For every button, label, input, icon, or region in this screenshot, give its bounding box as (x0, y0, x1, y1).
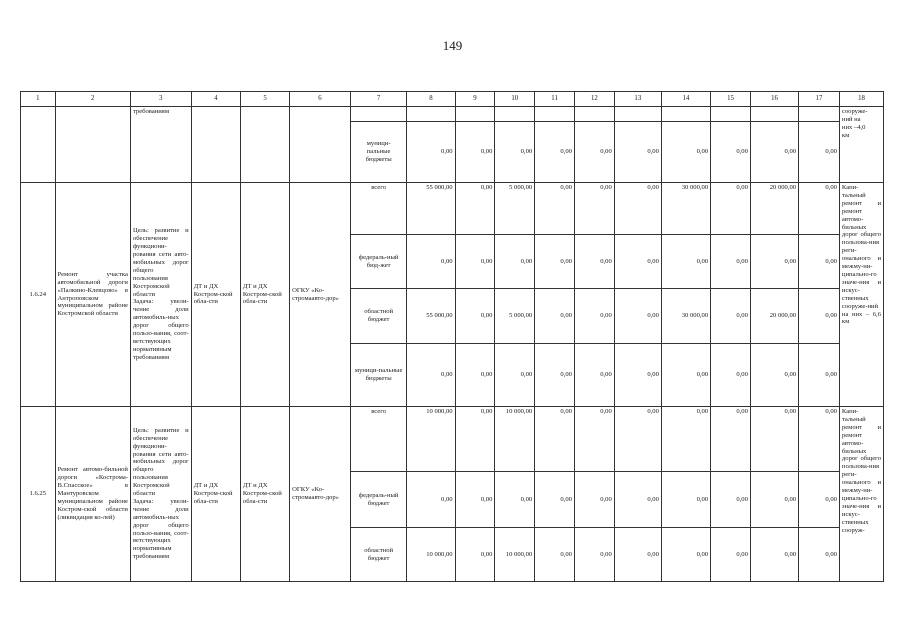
value-cell: 20 000,00 (750, 183, 798, 235)
value-cell: 0,00 (799, 344, 840, 407)
col5-cell (240, 107, 289, 183)
column-number-3: 3 (130, 92, 191, 107)
column-number-5: 5 (240, 92, 289, 107)
column-number-4: 4 (191, 92, 240, 107)
value-cell: 0,00 (455, 407, 495, 472)
col4-cell (191, 107, 240, 183)
value-cell: 0,00 (535, 183, 575, 235)
object-name-cell (55, 107, 130, 183)
value-cell: 0,00 (455, 183, 495, 235)
value-cell: 0,00 (661, 407, 710, 472)
value-cell: 0,00 (799, 183, 840, 235)
value-cell: 0,00 (535, 528, 575, 582)
value-cell: 10 000,00 (495, 528, 535, 582)
value-cell: 0,00 (495, 235, 535, 289)
executor-cell: ОГКУ «Ко-стромаавто-дор» (290, 407, 351, 582)
value-cell: 0,00 (661, 472, 710, 528)
value-cell: 0,00 (574, 344, 614, 407)
column-number-16: 16 (750, 92, 798, 107)
executor-cell: ОГКУ «Ко-стромаавто-дор» (290, 183, 351, 407)
column-number-14: 14 (661, 92, 710, 107)
value-cell: 0,00 (535, 472, 575, 528)
value-cell: 0,00 (750, 344, 798, 407)
budget-source-cell: всего (350, 407, 407, 472)
value-cell: 0,00 (495, 122, 535, 183)
value-cell: 0,00 (407, 122, 455, 183)
goal-cell: Цель: развитие и обеспечение функциони-рования сети авто-мобильных дорог общего пользования Костромской области Задача: увели-чение доли автомобиль-ных дорог общего пользо-вания, соот-ветствующих нормативным требованиям (130, 183, 191, 407)
value-cell: 0,00 (799, 407, 840, 472)
value-cell: 0,00 (711, 289, 751, 344)
value-cell: 0,00 (799, 472, 840, 528)
value-cell: 0,00 (711, 344, 751, 407)
value-cell: 0,00 (574, 235, 614, 289)
value-cell: 0,00 (535, 289, 575, 344)
value-cell: 0,00 (661, 235, 710, 289)
value-cell: 0,00 (614, 183, 661, 235)
budget-source-cell: муници-пальные бюджеты (350, 344, 407, 407)
value-cell: 0,00 (750, 407, 798, 472)
value-cell: 0,00 (711, 235, 751, 289)
result-cell: Капи-тальный ремонт и ремонт автомо-бильных дорог общего пользова-ния реги-онального и межму-ни-ципально-го значе-ния и искус-ственных сооруж- (839, 407, 883, 582)
value-cell: 55 000,00 (407, 183, 455, 235)
budget-source-cell: областной бюджет (350, 289, 407, 344)
column-number-7: 7 (350, 92, 407, 107)
value-cell: 0,00 (750, 472, 798, 528)
value-cell: 0,00 (574, 183, 614, 235)
budget-source-cell: всего (350, 183, 407, 235)
value-cell: 0,00 (455, 472, 495, 528)
value-cell: 0,00 (574, 122, 614, 183)
column-number-row (21, 92, 884, 107)
value-cell: 0,00 (495, 472, 535, 528)
value-cell: 0,00 (535, 122, 575, 183)
value-cell: 0,00 (455, 235, 495, 289)
value-cell (535, 107, 575, 122)
value-cell: 10 000,00 (407, 528, 455, 582)
value-cell: 0,00 (407, 344, 455, 407)
value-cell: 0,00 (614, 122, 661, 183)
value-cell (614, 107, 661, 122)
value-cell: 0,00 (495, 344, 535, 407)
value-cell: 0,00 (711, 407, 751, 472)
value-cell: 0,00 (711, 472, 751, 528)
budget-source-cell: областной бюджет (350, 528, 407, 582)
value-cell: 0,00 (535, 407, 575, 472)
column-number-1: 1 (21, 92, 56, 107)
column-number-8: 8 (407, 92, 455, 107)
value-cell (495, 107, 535, 122)
value-cell: 20 000,00 (750, 289, 798, 344)
result-cell: сооруже- ний на них –4,0 км (839, 107, 883, 183)
column-number-10: 10 (495, 92, 535, 107)
result-cell: Капи-тальный ремонт и ремонт автомо-бильных дорог общего пользова-ния реги-онального и межму-ни-ципально-го значе-ния и искус-ственных сооруже-ний на них – 6,6 км (839, 183, 883, 407)
column-number-6: 6 (290, 92, 351, 107)
value-cell: 30 000,00 (661, 289, 710, 344)
value-cell: 0,00 (614, 289, 661, 344)
value-cell: 0,00 (750, 122, 798, 183)
value-cell: 30 000,00 (661, 183, 710, 235)
goal-cell: Цель: развитие и обеспечение функциони-рования сети авто-мобильных дорог общего пользования Костромской области Задача: увели-чение доли автомобиль-ных дорог общего пользо-вания, соот-ветствующих нормативным требованиям (130, 407, 191, 582)
column-number-17: 17 (799, 92, 840, 107)
budget-source-cell (350, 107, 407, 122)
value-cell: 0,00 (614, 472, 661, 528)
row-number-cell: 1.6.24 (21, 183, 56, 407)
value-cell: 0,00 (750, 235, 798, 289)
value-cell: 5 000,00 (495, 289, 535, 344)
budget-row (21, 407, 884, 472)
value-cell: 0,00 (535, 344, 575, 407)
value-cell: 0,00 (535, 235, 575, 289)
value-cell: 10 000,00 (407, 407, 455, 472)
value-cell: 0,00 (455, 122, 495, 183)
continuation-row (21, 107, 884, 122)
value-cell: 0,00 (407, 472, 455, 528)
value-cell: 0,00 (661, 528, 710, 582)
value-cell (407, 107, 455, 122)
budget-row (21, 183, 884, 235)
value-cell: 0,00 (455, 528, 495, 582)
value-cell: 0,00 (799, 235, 840, 289)
value-cell: 0,00 (614, 407, 661, 472)
budget-source-cell: федераль-ный бюд-жет (350, 235, 407, 289)
value-cell: 0,00 (614, 344, 661, 407)
value-cell: 0,00 (711, 528, 751, 582)
customer-cell: ДТ и ДХ Костром-ской обла-сти (240, 407, 289, 582)
responsible-cell: ДТ и ДХ Костром-ской обла-сти (191, 407, 240, 582)
value-cell: 5 000,00 (495, 183, 535, 235)
value-cell: 0,00 (711, 122, 751, 183)
value-cell: 10 000,00 (495, 407, 535, 472)
column-number-12: 12 (574, 92, 614, 107)
value-cell: 0,00 (750, 528, 798, 582)
value-cell: 0,00 (614, 528, 661, 582)
program-table (20, 91, 884, 582)
value-cell: 0,00 (407, 235, 455, 289)
value-cell (711, 107, 751, 122)
value-cell: 0,00 (574, 472, 614, 528)
object-name-cell: Ремонт автомо-бильной дороги «Кострома-В.Спасское» в Мантуровском муниципальном районе Костром-ской области (ликвидация ко-лей) (55, 407, 130, 582)
column-number-15: 15 (711, 92, 751, 107)
budget-source-cell: федераль-ный бюджет (350, 472, 407, 528)
value-cell: 0,00 (661, 344, 710, 407)
row-number-cell: 1.6.25 (21, 407, 56, 582)
column-number-18: 18 (839, 92, 883, 107)
responsible-cell: ДТ и ДХ Костром-ской обла-сти (191, 183, 240, 407)
row-number-cell (21, 107, 56, 183)
column-number-13: 13 (614, 92, 661, 107)
customer-cell: ДТ и ДХ Костром-ской обла-сти (240, 183, 289, 407)
goal-cell: требованиям (130, 107, 191, 183)
col6-cell (290, 107, 351, 183)
page-number: 149 (442, 38, 463, 53)
value-cell (661, 107, 710, 122)
value-cell (750, 107, 798, 122)
value-cell: 0,00 (574, 528, 614, 582)
value-cell (455, 107, 495, 122)
value-cell (574, 107, 614, 122)
value-cell: 0,00 (455, 289, 495, 344)
value-cell: 0,00 (614, 235, 661, 289)
value-cell: 0,00 (799, 289, 840, 344)
column-number-2: 2 (55, 92, 130, 107)
value-cell (799, 107, 840, 122)
value-cell: 0,00 (799, 528, 840, 582)
value-cell: 0,00 (661, 122, 710, 183)
value-cell: 0,00 (799, 122, 840, 183)
object-name-cell: Ремонт участка автомобильной дороги «Палкино-Клевцово» в Антроповском муниципальном районе Костромской области (55, 183, 130, 407)
value-cell: 0,00 (574, 407, 614, 472)
column-number-9: 9 (455, 92, 495, 107)
value-cell: 55 000,00 (407, 289, 455, 344)
budget-source-cell: муници- пальные бюджеты (350, 122, 407, 183)
value-cell: 0,00 (711, 183, 751, 235)
value-cell: 0,00 (574, 289, 614, 344)
column-number-11: 11 (535, 92, 575, 107)
value-cell: 0,00 (455, 344, 495, 407)
